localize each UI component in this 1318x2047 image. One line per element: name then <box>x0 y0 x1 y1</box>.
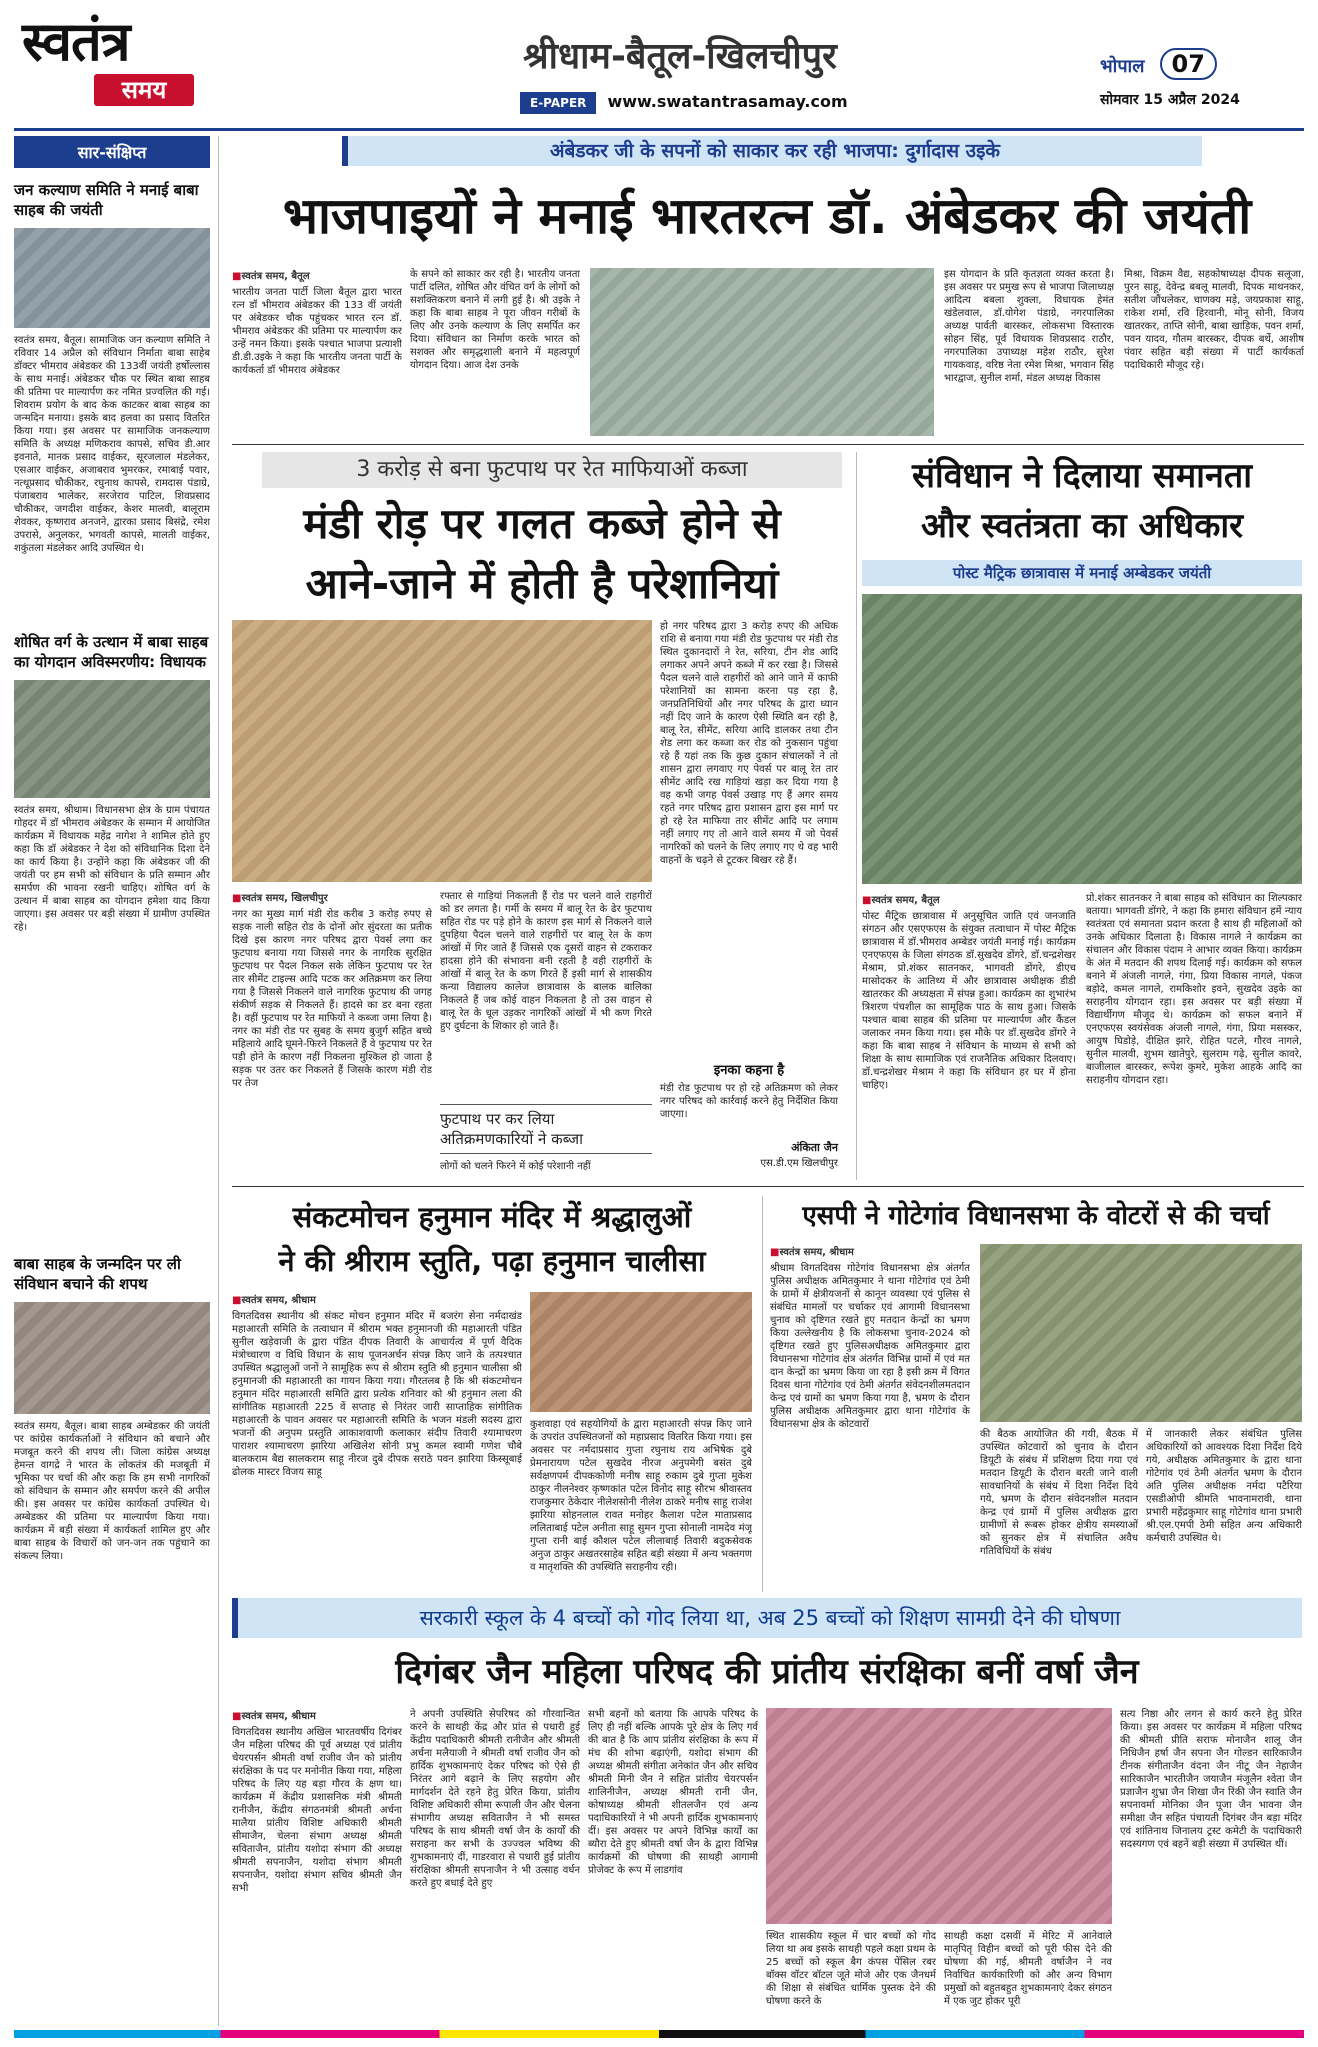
school-banner <box>232 1598 1302 1638</box>
sp-photo <box>980 1244 1302 1422</box>
epaper-bar <box>520 92 940 114</box>
sidebar-item1-text: स्वतंत्र समय, बैतूल। सामाजिक जन कल्याण समिति ने रविवार 14 अप्रैल को संविधान निर्माता बाबा साहेब डॉक्टर भीमराव अंबेडकर की 133वीं जयंती हर्षोल्लास के साथ मनाई। अंबेडकर चौक पर स्थित बाबा साहब की प्रतिमा पर माल्यार्पण कर नमित प्रज्वलित की गई। शिवराम प्रयोग के बाद केक काटकर बाबा साहब का जन्मदिन मनाया। इसके बाद हलवा का प्रसाद वितरित किया गया। इस अवसर पर सामाजिक जनकल्याण समिति के अध्यक्ष मणिकराव कापसे, सचिव डी.आर इवनाते, मानक प्रसाद वाईकर, सूरजलाल मंडलेकर, एसआर वाईकर, अजाबराव भुमरकर, रमाबाई पवार, नत्थूप्रसाद चौकीकर, रघुनाथ कापसे, रामदास पंडाग्रे, पंजाबराव भालेकर, सरजेराव पाटिल, शिवप्रसाद चौकीकर, जगदीश वाईकर, केशर मालवी, बालूराम शेवकर, कृष्णराव अनजने, द्वारका प्रसाद बिसंद्रे, रमेश उपरासे, अनुलकर, भगवती कापसे, मालती वाईकर, शकुंतला मंडलेकर आदि उपस्थित थे। <box>14 335 210 554</box>
masthead-rule <box>14 128 1304 131</box>
hanuman-headline-line2: ने की श्रीराम स्तुति, पढ़ा हनुमान चालीसा <box>278 1244 706 1278</box>
mandi-byline: ■ स्वतंत्र समय, खिलचीपुर <box>232 890 432 904</box>
sidebar-item2-title: शोषित वर्ग के उत्थान में बाबा साहब का योगदान अविस्मरणीय: विधायक <box>14 633 209 671</box>
sp-byline: ■ स्वतंत्र समय, श्रीधाम <box>770 1244 970 1258</box>
logo <box>22 10 222 122</box>
school-banner-text: सरकारी स्कूल के 4 बच्चों को गोद लिया था, अब 25 बच्चों को शिक्षण सामग्री देने की घोषणा <box>419 1606 1121 1630</box>
hanuman-byline: ■ स्वतंत्र समय, श्रीधाम <box>232 1292 512 1306</box>
lead-rule <box>232 444 1304 445</box>
mid-rule <box>232 1186 1304 1187</box>
logo-top-text: स्वतंत्र <box>22 10 130 73</box>
lead-byline: ■ स्वतंत्र समय, बैतूल <box>232 268 402 282</box>
mandi-col1: नगर का मुख्य मार्ग मंडी रोड करीब 3 करोड़ रुपए से सड़क नाली सहित रोड के दोनों ओर सुंदरता का प्रतीक दिखे इस कारण नगर परिषद द्वारा पेवर्स लगा कर फुटपाथ बनाया गया जिससे नगर के नागरिक सुरक्षित फुटपाथ पर पैदल निकल सके लेकिन फुटपाथ पर रेत तार सीमेंट टाइल्स आदि पटक कर अतिक्रमण कर लिया गया है जिससे निकलने वाले नागरिक फुटपाथ की जगह संकीर्ण सड़क से निकलते हैं। हादसे का डर बना रहता है। वहीं फुटपाथ पर रेत माफियों ने कब्जा जमा लिया है। नगर का मंडी रोड पर सुबह के समय बुजुर्ग सहित बच्चे महिलाये आदि घूमने-फिरने निकलते हैं वे फुटपाथ पर रेत पड़ी होने के कारण नहीं निकलना मुश्किल हो जाता है सड़क पर उतर कर निकलते हैं जिसके कारण मंडी रोड पर तेज <box>232 909 432 1089</box>
mandi-quote-title: इनका कहना है <box>713 1063 785 1078</box>
jain-col1: विगतदिवस स्थानीय अखिल भारतवर्षीय दिगंबर जैन महिला परिषद की पूर्व अध्यक्ष एवं प्रांतीय चेयरपर्सन श्रीमती वर्षा राजीव जैन को प्रांतीय संरक्षिका के पद पर मनोनीत किया गया, महिला परिषद के लिए यह बड़ा गौरव के क्षण था। कार्यक्रम में केंद्रीय प्रशासनिक मंत्री श्रीमती रानीजैन, केंद्रीय संगठनमंत्री श्रीमती अर्चना मालैया प्रांतीय विशिष्ट अधिकारी श्रीमती सीमाजैन, चेलना संभाग अध्यक्ष श्रीमती सविताजैन, प्रांतीय यशोदा संभाग की अध्यक्ष श्रीमती सपनाजैन, यशोदा संभाग श्रीमती सपनाजैन, यशोदा संभाग सचिव श्रीमती जैन सभी <box>232 1727 402 1894</box>
edition-title: श्रीधाम-बैतूल-खिलचीपुर <box>523 36 837 77</box>
issue-date: सोमवार 15 अप्रैल 2024 <box>1100 92 1240 108</box>
sp-col3: में जानकारी लेकर संबंधित पुलिस अधिकारियों को आवश्यक दिशा निर्देश दिये गये, अधीक्षक अमितकुमार के द्वारा थाना गोटेगांव एवं ठेमी अंतर्गत भ्रमण के दौरान अति पुलिस अधीक्षक नर्मदा पटैरिया एसडीओपी श्रीमति भावनामरावी, थाना प्रभारी महेंद्रकुमार साहू गोटेगांव थाना प्रभारी श्री.एल.एमपी ठेमी सहित अन्य अधिकारी कर्मचारी उपस्थित थे। <box>1146 1429 1302 1544</box>
footer-registration-bar <box>14 2030 1304 2038</box>
sidebar-item1-photo <box>14 228 210 328</box>
mandi-divider <box>856 452 857 1180</box>
hanuman-col1: विगतदिवस स्थानीय श्री संकट मोचन हनुमान मंदिर में बजरंग सेना नर्मदाखंड महाआरती समिति के तत्वाधान में श्रीराम भक्त हनुमानजी की महाआरती पंडित सुनील खड़ेवाजी के द्वारा पंडित दीपक तिवारी के आचार्यत्व में पूर्ण वैदिक मंत्रोच्चारण व विधि विधान के साथ पूजनअर्चन संपन्न किए जाने के तत्पश्चात उपस्थित श्रद्धालुओं जनों ने सामूहिक रूप से श्रीराम स्तुति श्री हनुमान चालीसा श्री हनुमानजी की महाआरती का गायन किया गया। गौरतलब है कि श्री संकटमोचन हनुमान मंदिर महाआरती समिति द्वारा प्रत्येक शनिवार को श्री हनुमान लला की सांगीतिक महाआरती 225 वें सप्ताह से निरंतर जारी साप्ताहिक सांगीतिक महाआरती के पावन अवसर पर महाआरती समिति के भजन मंडली सदस्य द्वारा भजनों की अनुपम प्रस्तुति आकाशवाणी कलाकार संदीप तिवारी श्यामाचरण पाराशर श्यामाचरण झारिया अखिलेश सोनी प्रभु कमल स्वामी गणेश चौबे बालकराम बैद्य सालकराम साहू नीरज दुबे दीपक सराठे पवन झारिया किस्सूबाई ढोलक मास्टर विजय साहू <box>232 1311 522 1478</box>
sidebar-item1-title: जन कल्याण समिति ने मनाई बाबा साहब की जयंती <box>14 181 199 219</box>
mandi-headline-line1: मंडी रोड़ पर गलत कब्जे होने से <box>303 499 781 548</box>
masthead <box>0 0 1318 128</box>
sp-col2: की बैठक आयोजित की गयी, बैठक में उपस्थित कोटवारों को चुनाव के दौरान डियूटी के संबंध में प्रशिक्षण दिया गया एवं मतदान डियूटी के दौरान बरती जाने वाली सावधानियों के संबंध में दिशा निर्देश दिये गये, भ्रमण के दौरान संवेदनशील मतदान केन्द्र एवं ग्रामों में पुलिस अधीक्षक द्वारा ग्रामीणों से रूबरू होकर क्षेत्रीय समस्याओं को सुनकर क्षेत्र में संचालित अवैध गतिविधियों के संबंध <box>980 1429 1138 1557</box>
mandi-quote-text: मंडी रोड फुटपाथ पर हो रहे अतिक्रमण को लेकर नगर परिषद को कार्रवाई करने हेतु निर्देशित किया जाएगा। <box>660 1083 838 1120</box>
lead-col4: मिश्रा, विक्रम वैद्य, सहकोषाध्यक्ष दीपक सलूजा, पुरन साहू, देवेन्द्र बबलू मालवी, दिपक माथनकर, सतीश जौंधलेकर, चाणक्य मड़े, जयप्रकाश साहू, राकेश शर्मा, रवि हिरवानी, मोनू सोनी, विजय खातरकर, ताप्ति सोनी, बाबा खाड़िक, पवन शर्मा, पवन यादव, गौतम बारस्कर, दीपक बर्थे, आशीष पंवार सहित बड़ी संख्या में पार्टी कार्यकर्ता पदाधिकारी मौजूद रहे। <box>1124 269 1304 371</box>
sidebar-item2-photo <box>14 680 210 798</box>
logo-bottom-text: समय <box>121 76 167 104</box>
top-banner <box>342 136 1202 166</box>
jain-col2: ने अपनी उपस्थिति सेपरिषद को गौरवान्वित करने के साथही केंद्र और प्रांत से पधारी हुई केंद्रीय पदाधिकारी श्रीमती रानीजैन और श्रीमती अर्चना मलैयाजी ने श्रीमती वर्षा राजीव जैन को हार्दिक शुभकामनाएं देकर परिषद को ऐसे ही निरंतर आगे बढ़ाने के लिए सहयोग और मार्गदर्शन देते रहने हेतु प्रेरित किया, प्रांतीय विशिष्ट अधिकारी सीमा रूपाली जैन और चेलना संभागीय अध्यक्ष सविताजैन ने भी समस्त परिषद के साथ श्रीमती वर्षा जैन के कार्यों की सराहना कर सभी के उज्ज्वल भविष्य की शुभकामनाएं दीं, गाडरवारा से पधारी हुई प्रांतीय संरक्षिका श्रीमती सपनाजैन ने भी उत्साह वर्धन करते हुए बधाई देते हुए <box>410 1709 580 1889</box>
samvidhan-headline-line2: और स्वतंत्रता का अधिकार <box>920 506 1244 546</box>
sidebar-item3-text: स्वतंत्र समय, बैतूल। बाबा साहब अम्बेडकर की जयंती पर कांग्रेस कार्यकर्ताओं ने संविधान को बचाने और मजबूत करने की शपथ ली। जिला कांग्रेस अध्यक्ष हेमन्त वागद्रे ने भारत के लोकतंत्र की मजबूती में भूमिका पर चर्चा की और कहा कि हम सभी नागरिकों को संविधान के सम्मान और समर्पण करने की अपील की। इस अवसर पर कांग्रेस कार्यकर्ता उपस्थित थे। अम्बेडकर की प्रतिमा पर माल्यार्पण किया गया। कार्यक्रम में बड़ी संख्या में कार्यकर्ता शामिल हुए और बाबा साहब के विचारों को जन-जन तक पहुंचाने का संकल्प लिया। <box>14 1421 210 1562</box>
lead-photo <box>590 268 934 436</box>
mandi-kicker-text: 3 करोड़ से बना फुटपाथ पर रेत माफियाओं कब्जा <box>356 457 748 482</box>
samvidhan-byline: ■ स्वतंत्र समय, बैतूल <box>862 892 1076 906</box>
sidebar-label: सार-संक्षिप्त <box>14 136 210 168</box>
sp-headline: एसपी ने गोटेगांव विधानसभा के वोटरों से की चर्चा <box>802 1201 1270 1231</box>
sidebar-item3-photo <box>14 1302 210 1414</box>
mandi-pull-quote: फुटपाथ पर कर लिया अतिक्रमणकारियों ने कब्जा <box>440 1104 652 1154</box>
jain-photo <box>766 1708 1112 1924</box>
mandi-right-text: हो नगर परिषद द्वारा 3 करोड़ रुपए की अधिक राशि से बनाया गया मंडी रोड फुटपाथ पर मंडी रोड स्थित दुकानदारों ने रेत, सरिया, टीन शेड आदि लगाकर अपने अपने कब्जे में कर रखा है। जिससे पैदल चलने वाले राहगीरों को आने जाने में काफी परेशानियों का सामना करना पड़ रहा है, जनप्रतिनिधियों और नगर परिषद के द्वारा ध्यान नहीं दिए जाने के कारण ऐसी स्थिति बन रही है, बालू रेत, सीमेंट, सरिया आदि डालकर तथा टीन शेड लगा कर कब्जा कर रोड को नुकसान पहुंचा रहे हैं यहां तक कि कुछ दुकान संचालकों ने तो शासन द्वारा लगवाए गए पेवर्स पर बालू रेत तार सीमेंट आदि रख गाड़ियां खड़ा कर दिया गया है वह कभी जगह पेवर्स उखाड़ गए हैं अगर समय रहते नगर परिषद द्वारा प्रशासन द्वारा इस मार्ग पर हो रहे रेत माफिया तार सीमेंट आदि पर लगाम नहीं लगाए गए तो आने वाले समय में जो पेवर्स नागरिकों को चलने के लिए लगाए गए थे वह भारी वाहनों के चढ़ने से टूटकर बिखर रहे हैं। <box>660 621 838 866</box>
jain-col5: साथही कक्षा दसवीं में मेरिट में आनेवाले मातृपितृ विहीन बच्चों को पूरी फीस देने की घोषणा की गई, श्रीमती वर्षाजैन ने नव निर्वाचित कार्यकारिणी को और अन्य विभाग प्रमुखों को बहुतबहुत शुभकामनाएं देकर संगठन में एक जुट होकर पूरी <box>944 1931 1112 2007</box>
samvidhan-headline-line1: संविधान ने दिलाया समानता <box>911 456 1253 496</box>
site-url[interactable]: www.swatantrasamay.com <box>607 92 848 111</box>
epaper-label: E-PAPER <box>520 92 596 114</box>
sidebar-item2-text: स्वतंत्र समय, श्रीधाम। विधानसभा क्षेत्र के ग्राम पंचायत गोहदर में डॉ भीमराव अंबेडकर के सम्मान में आयोजित कार्यक्रम में विधायक महेंद्र नागेश ने शामिल होते हुए कहा कि डॉ अंबेडकर ने देश को संविधानिक दिशा देने का कार्य किया है। उन्होंने कहा कि अंबेडकर जी की जयंती पर हम सभी को संविधान के प्रति सम्मान और समर्पण की भावना रखनी चाहिए। शोषित वर्ग के उत्थान में बाबा साहब का योगदान हमेशा याद किया जाएगा। इस अवसर पर बड़ी संख्या में ग्रामीण उपस्थित रहे। <box>14 805 210 933</box>
city-label: भोपाल <box>1100 56 1145 77</box>
samvidhan-col2: प्रो.शंकर सातनकर ने बाबा साहब को संविधान का शिल्पकार बताया। भागवती डोंगरे, ने कहा कि हमारा संविधान हमें न्याय स्वतंत्रता एवं समानता प्रदान करता है साथ ही महिलाओं को उनके अधिकार दिलाता है। विकास नागले ने कार्यक्रम का संचालन और विकास पंदाम ने आभार व्यक्त किया। कार्यक्रम के अंत में मतदान की शपथ दिलाई गई। कार्यक्रम को सफल बनाने में अंजली नागले, गंगा, प्रिया विकास नागले, पंकज बड़ोदे, कमल नागले, रामकिशोर इवने, सुखदेव उइके का सराहनीय योगदान रहा। इस अवसर पर बड़ी संख्या में विद्यार्थीगण मौजूद थे। कार्यक्रम को सफल बनाने में एनएफएस स्वयंसेवक अंजली नागले, गंगा, प्रिया मसस्कर, आयुष घिडोड़े, दीक्षित झारे, रोहित पटले, गौरव नागले, सुनील मालवी, शुभम खातेपुरे, सुलराम गढ़े, सुनील कावरे, बाजीलाल बारस्कर, रूपेश कुमरे, मुकेश आहके आदि का सराहनीय योगदान रहा। <box>1086 893 1302 1086</box>
jain-col3: सभी बहनों को बताया कि आपके परिषद के लिए ही नहीं बल्कि आपके पूरे क्षेत्र के लिए गर्व की बात है कि आप प्रांतीय संरक्षिका के रूप में मंच की शोभा बढ़ाएंगी, यशोदा संभाग की अध्यक्ष श्रीमती संगीता अनेकांत जैन और सचिव श्रीमती मिनी जैन ने सहित प्रांतीय चेयरपर्सन शालिनीजैन, अध्यक्ष श्रीमती रानी जैन, कोषाध्यक्ष श्रीमती शीतलजैन एवं अन्य पदाधिकारियों ने भी अपनी हार्दिक शुभकामनाएं दीं। इस अवसर पर अपने विभिन्न कार्यों का ब्यौरा देते हुए श्रीमती वर्षा जैन के द्वारा विभिन्न कार्यक्रमों की घोषणा की साथही आगामी प्रोजेक्ट के रूप में लाडगांव <box>588 1709 758 1876</box>
hanuman-photo <box>530 1292 752 1412</box>
sp-col1: श्रीधाम विगतदिवस गोटेगांव विधानसभा क्षेत्र अंतर्गत पुलिस अधीक्षक अमितकुमार ने थाना गोटेगांव एवं ठेमी के ग्रामों में क्षेत्रीयजनों से कानून व्यवस्था एवं पुलिस से संबंधित मामलों पर चर्चाकर एवं आगामी विधानसभा चुनाव को दृष्टिगत रखते हुए मतदान केन्द्रों का भ्रमण किया उल्लेखनीय है कि लोकसभा चुनाव-2024 को दृष्टिगत रखते हुए पुलिसअधीक्षक अमितकुमार द्वारा विधानसभा गोटेगांव क्षेत्र अंतर्गत विभिन्न ग्रामों में एवं मत दान केन्द्रों का भ्रमण किया जा रहा है इसी क्रम में विगत दिवस थाना गोटेगांव एवं ठेमी अंतर्गत संवेदनशीलमतदान केन्द्र एवं ग्रामों का भ्रमण किया गया है, भ्रमण के दौरान पुलिस अधीक्षक अमितकुमार द्वारा थाना गोटेगांव के विधानसभा क्षेत्र के कोटवारों <box>770 1263 970 1430</box>
mandi-col2-end: लोगों को चलने फिरने में कोई परेशानी नहीं <box>440 1161 591 1172</box>
jain-col4: स्थित शासकीय स्कूल में चार बच्चों को गोद लिया था अब इसके साथही पहले कक्षा प्रथम के 25 बच्चों को स्कूल बैग कंपस पेंसिल रबर बॉक्स वॉटर बॉटल जूते मोजे और एक जैनधर्म की शिक्षा से संबंधित धार्मिक पुस्तक देने की घोषणा करने के <box>766 1931 936 2007</box>
hanuman-col2: कुशवाहा एवं सहयोगियों के द्वारा महाआरती संपन्न किए जाने के उपरांत उपस्थितजनों को महाप्रसाद वितरित किया गया। इस अवसर पर नर्मदाप्रसाद गुप्ता रघुनाथ राय अभिषेक दुबे प्रेमनारायण पटेल सुखदेव नीरज अनुपमेगी बसंत दुबे सर्वक्षणपर्म दीपककोणी मनीष साहू रुकाम दुबे गुप्ता मुकेश ठाकुर नीलनेश्वर कृष्णकांत पटेल विनोद साहू सौरभ श्रीवास्तव राजकुमार ठेकेदार नीलेशसोनी नीलेश ठाकरे मनीष साहू राजेश झारिया सोहनलाल रावत मनोहर कैलाश पटेल माताप्रसाद ललिताबाई पटेल अनीता साहू सुमन गुप्ता सोनाली नामदेव मंजू गुप्ता रानी बाई कौशल पटेल लीलाबाई तिवारी बदुकसेवक अनुज ठाकुर अखतरसाहेब सहित बड़ी संख्या में अन्य भक्तगण व मातृशक्ति की उपस्थिति सराहनीय रही। <box>530 1419 752 1573</box>
jain-byline: ■ स्वतंत्र समय, श्रीधाम <box>232 1708 402 1722</box>
lead-col2: के सपने को साकार कर रही है। भारतीय जनता पार्टी दलित, शोषित और वंचित वर्ग के लोगों को सशक्तिकरण बनाने में लगी हुई है। श्री उइके ने कहा कि बाबा साहब ने पूरा जीवन गरीबों के लिए और उनके कल्याण के लिए समर्पित कर दिया। संविधान का निर्माण करके भारत को सशक्त और समृद्धशाली बनाने में महत्वपूर्ण योगदान दिया। आज देश उनके <box>410 269 580 371</box>
lead-headline: भाजपाइयों ने मनाई भारतरत्न डॉ. अंबेडकर की जयंती <box>282 187 1252 245</box>
mandi-photo <box>232 620 652 882</box>
hanuman-headline-line1: संकटमोचन हनुमान मंदिर में श्रद्धालुओं <box>292 1200 692 1234</box>
mandi-headline-line2: आने-जाने में होती है परेशानियां <box>305 559 779 608</box>
lead-col1: भारतीय जनता पार्टी जिला बैतूल द्वारा भारत रत्न डॉ भीमराव अंबेडकर की 133 वीं जयंती पर अंबेडकर चौक पहुंचकर भारत रत्न डॉ. भीमराव अंबेडकर की प्रतिमा पर माल्यार्पण कर उन्हें नमन किया। इसके पश्चात भाजपा प्रत्याशी डी.डी.उइके ने कहा कि भारतीय जनता पार्टी के कार्यकर्ता डॉ भीमराव अंबेडकर <box>232 287 402 376</box>
top-banner-text: अंबेडकर जी के सपनों को साकार कर रही भाजपा: दुर्गादास उइके <box>549 140 1001 162</box>
jain-headline: दिगंबर जैन महिला परिषद की प्रांतीय संरक्षिका बनीं वर्षा जैन <box>395 1652 1139 1692</box>
page-number: 07 <box>1160 48 1217 80</box>
sidebar <box>14 136 210 2026</box>
samvidhan-sub: पोस्ट मैट्रिक छात्रावास में मनाई अम्बेडकर जयंती <box>862 560 1302 586</box>
page-info <box>1100 48 1310 118</box>
mandi-quote-role: एस.डी.एम खिलचीपुर <box>760 1158 838 1169</box>
mandi-quote-box <box>660 1060 838 1178</box>
mandi-quote-name: अंकिता जैन <box>791 1141 838 1154</box>
hanuman-divider <box>762 1196 763 1592</box>
samvidhan-col1: पोस्ट मैट्रिक छात्रावास में अनुसूचित जाति एवं जनजाति संगठन और एसएफएस के संयुक्त तत्वाधान में पोस्ट मैट्रिक छात्रावास में डॉ.भीमराव अम्बेडर जयंती मनाई गई। कार्यक्रम एनएफएस के जिला संगठक डॉ.सुखदेव डोंगरे, डॉ.चन्द्रशेखर मेश्राम, प्रो.शंकर सातनकर, भागवती डोंगरे, डीएच मासोदकर के आतिथ्य में और छात्रावास अधीक्षक डीडी खातरकर की अध्यक्षता में संपन्न हुआ। कार्यक्रम का शुभारंभ त्रिशरण पंचशील का सामूहिक पाठ के साथ हुआ। जिसके पश्चात बाबा साहब की प्रतिमा पर माल्यार्पण और कैंडल जलाकर नमन किया गया। इस मौके पर डॉ.सुखदेव डोंगरे ने कहा कि बाबा साहब ने संविधान के माध्यम से सभी को शिक्षा के साथ सामाजिक एवं राजनैतिक अधिकार दिलवाए। डॉ.चन्द्रशेखर मेश्राम ने कहा कि संविधान हर घर में होना चाहिए। <box>862 911 1076 1091</box>
sidebar-divider <box>218 136 219 2026</box>
mandi-kicker <box>262 452 842 488</box>
lead-col3: इस योगदान के प्रति कृतज्ञता व्यक्त करता है। इस अवसर पर प्रमुख रूप से भाजपा जिलाध्यक्ष आदित्य बबला शुक्ला, विधायक हेमंत खंडेलवाल, डॉ.योगेश पंडाग्रे, नगरपालिका अध्यक्ष पार्वती बारस्कर, लोकसभा विस्तारक सोहन सिंह, पूर्व विधायक शिवप्रसाद राठौर, नगरपालिका उपाध्यक्ष महेश राठौर, सुरेश गायकवाड़, वरिष्ठ नेता रमेश मिश्रा, भगवान सिंह भारद्वाज, सुनील शर्मा, मंडल अध्यक्ष विकास <box>944 269 1114 384</box>
sidebar-item3-title: बाबा साहब के जन्मदिन पर ली संविधान बचाने की शपथ <box>14 1255 181 1293</box>
jain-col6: सत्य निष्ठा और लगन से कार्य करने हेतु प्रेरित किया। इस अवसर पर कार्यक्रम में महिला परिषद की श्रीमती प्रीति सराफ मोनाजैन शालू जैन निधिजैन हर्षा जैन सपना जैन गोल्डन सारिकाजैन टीनक संगीताजैन वंदना जैन नीटू जैन नेहाजैन सारिकाजैन भारतीजैन जयाजैन मंजूलैन श्वेता जैन प्रज्ञाजैन शुभ्रा जैन शिखा जैन रिंकी जैन स्वाति जैन सपनावर्मा मोनिका जैन पूजा जैन भावना जैन समीक्षा जैन सहित पंचायती दिगंबर जैन बड़ा मंदिर एवं शांतिनाथ जिनालय ट्रस्ट कमेटी के पदाधिकारी सदस्यगण एवं बहनें बड़ी संख्या में उपस्थित थीं। <box>1120 1709 1302 1850</box>
samvidhan-photo <box>862 594 1302 884</box>
logo-bottom-band <box>94 74 194 106</box>
mandi-col2: रफ्तार से गाड़ियां निकलती हैं रोड पर चलने वाले राहगीरों को डर लगता है। गर्मी के समय में बालू रेत के ढेर फुटपाथ सहित रोड पर पड़े होने के कारण इस मार्ग से निकलने वाले दुपहिया पैदल चलने वाले राहगीरों पर बालू रेत के कण आंखों में गिर जाते हैं जिससे एक दूसरों वाहन से टकराकर हादसा होने की संभावना बनी रहती है वही राहगीरों के आंखों में बालू रेत के कण गिरते हैं इसी मार्ग से शासकीय कन्या विद्यालय कालेज छात्रावास के बालक बालिका निकलते हैं जब कोई वाहन निकलता है तो उस वाहन से बालू रेत के धूल उड़कर नागरिकों आंखों में भी कण गिरते हुए दुर्घटना के शिकार हो जाते हैं। <box>440 891 652 1032</box>
